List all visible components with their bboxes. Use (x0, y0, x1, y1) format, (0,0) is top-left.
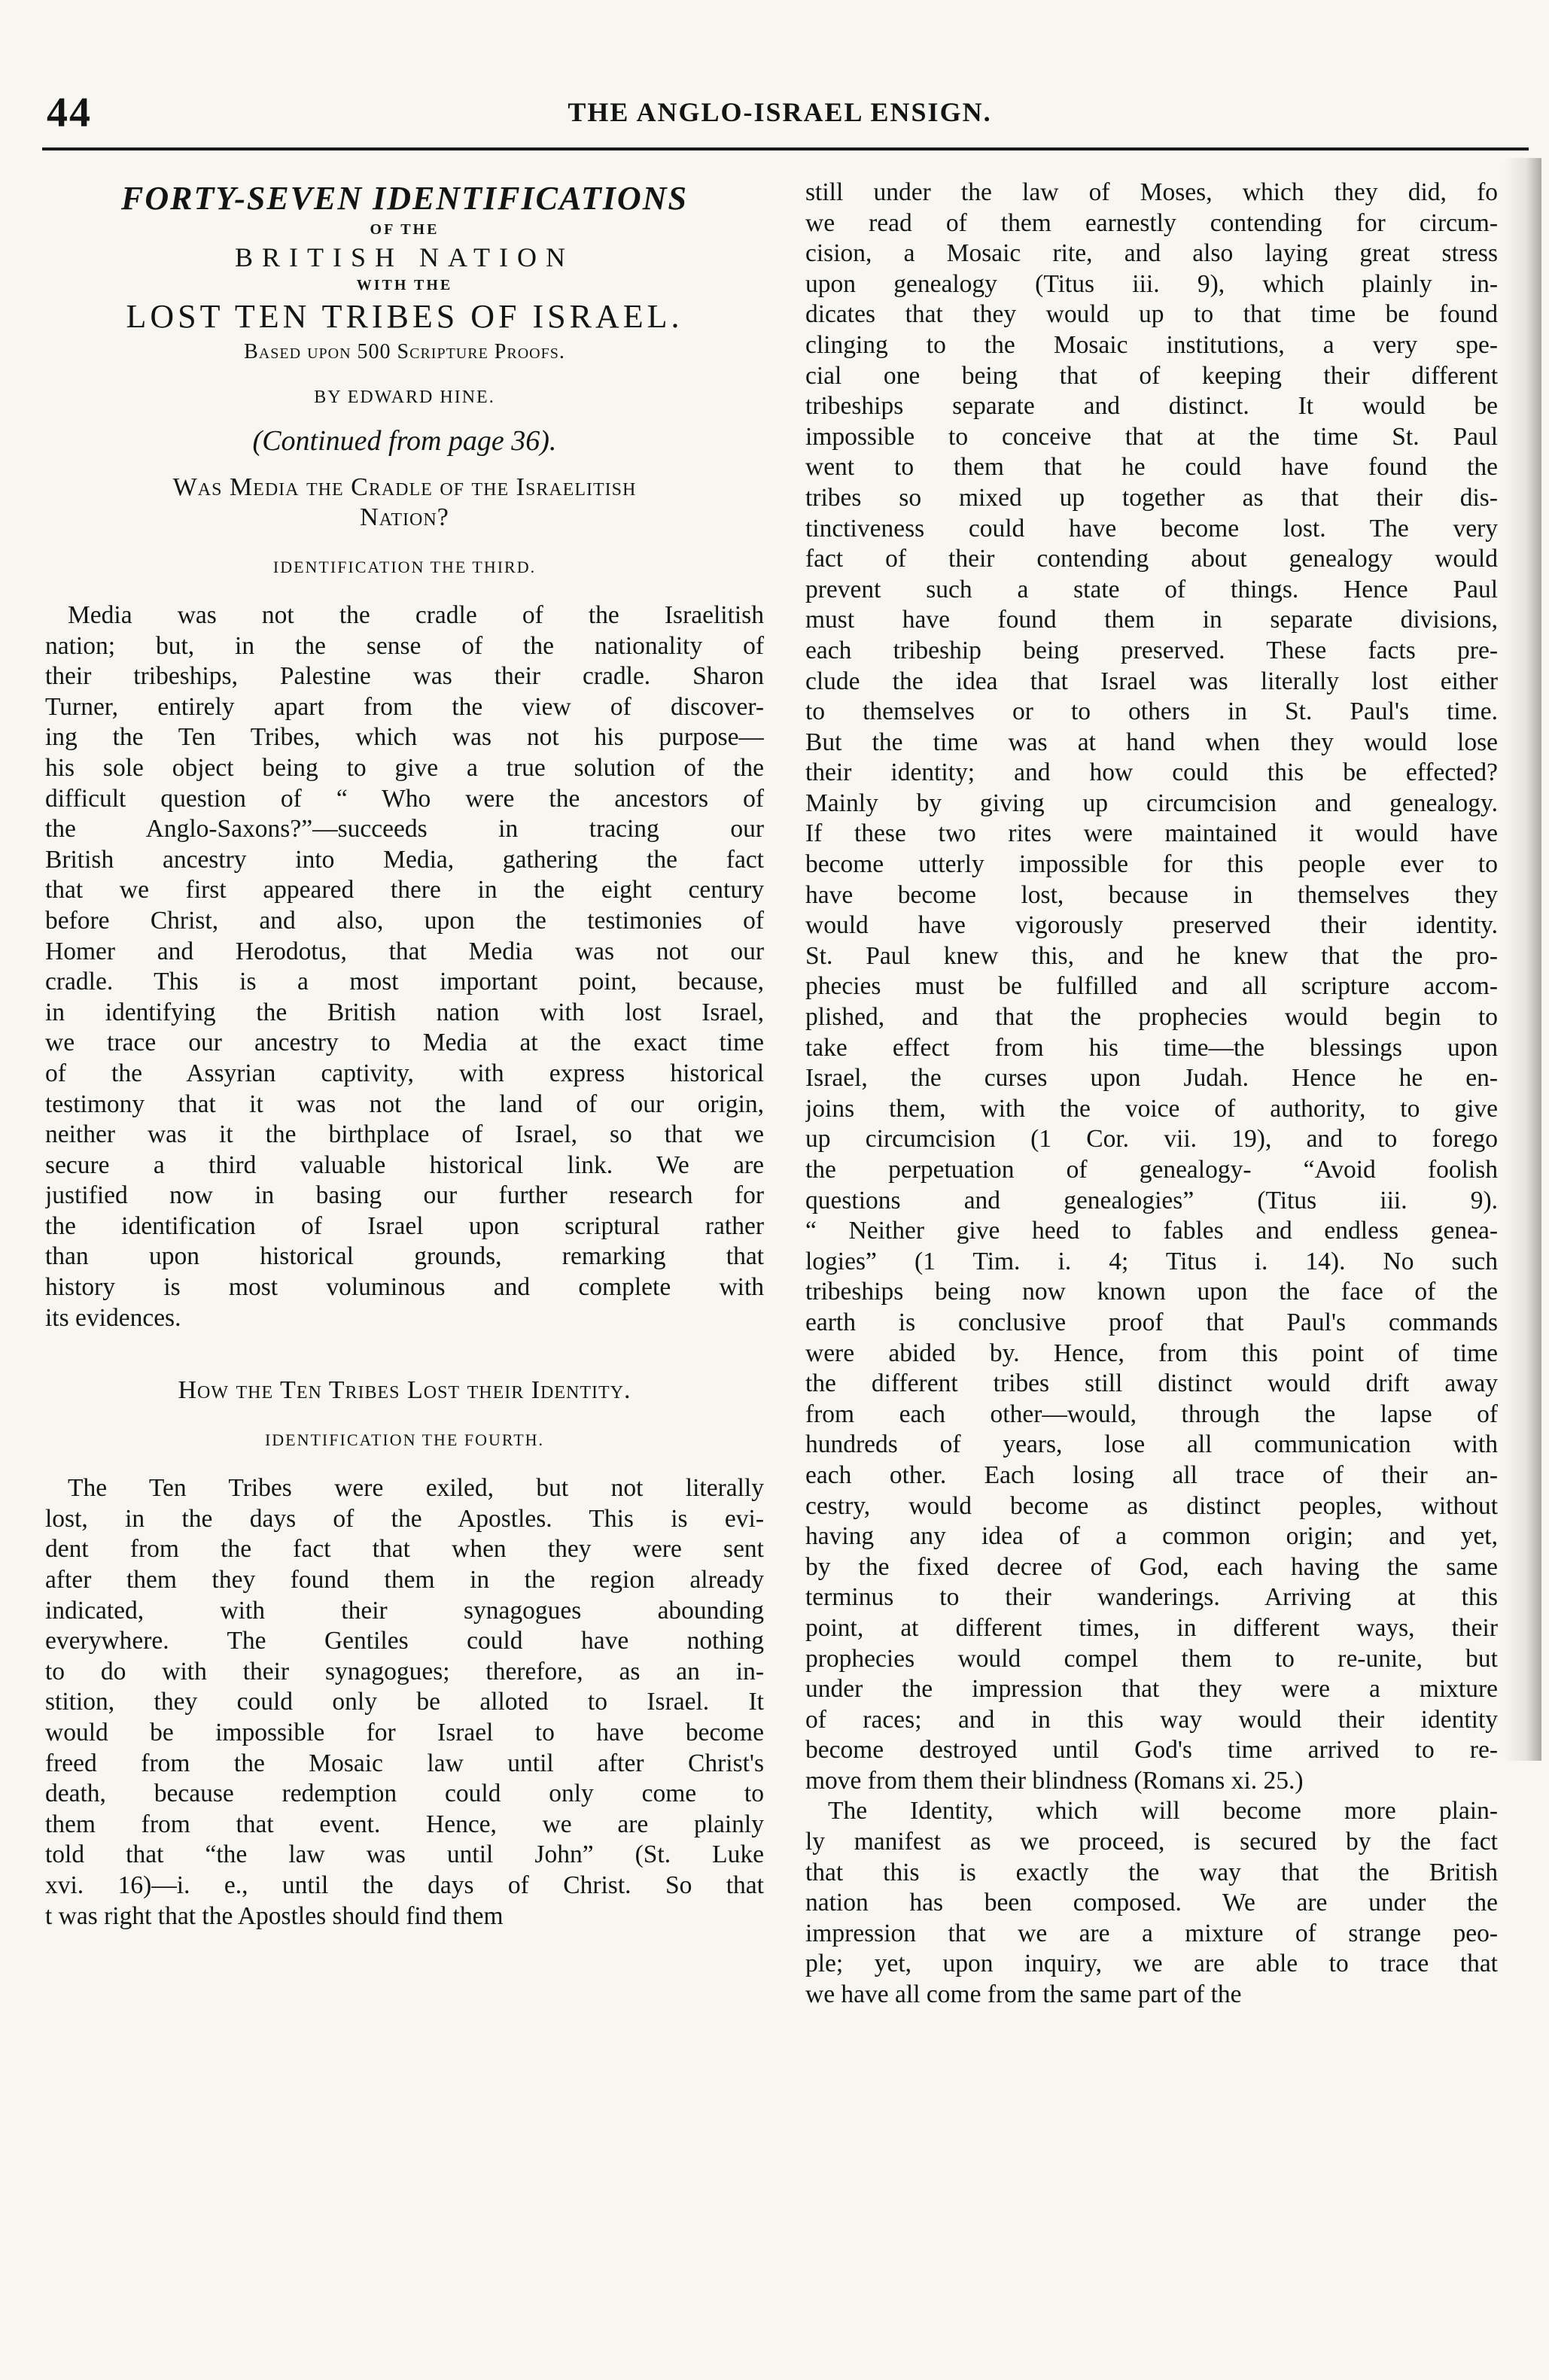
article-title: FORTY-SEVEN IDENTIFICATIONS (121, 180, 688, 217)
text-line: cestry, would become as distinct peoples, without (805, 1491, 1498, 1520)
text-line: move from them their blindness (Romans xi. 25.) (805, 1766, 1304, 1795)
text-line: them from that event. Hence, we are plainly (45, 1810, 764, 1838)
text-line: Mainly by giving up circumcision and genealogy. (805, 789, 1498, 817)
text-line: to do with their synagogues; therefore, as an in- (45, 1657, 764, 1685)
text-line: The Identity, which will become more plain- (828, 1797, 1498, 1825)
text-line: ple; yet, upon inquiry, we are able to trace that (805, 1950, 1498, 1978)
binding-edge (1504, 158, 1541, 1761)
text-line: the Anglo-Saxons?”—succeeds in tracing our (45, 815, 764, 843)
text-line: dicates that they would up to that time be found (805, 300, 1498, 329)
text-line: St. Paul knew this, and he knew that the pro- (805, 941, 1498, 970)
text-line: than upon historical grounds, remarking that (45, 1242, 764, 1271)
page-header (42, 89, 1517, 141)
text-line: prevent such a state of things. Hence Paul (805, 575, 1498, 603)
text-line: clude the idea that Israel was literally lost either (805, 667, 1498, 695)
text-line: dent from the fact that when they were sent (45, 1535, 764, 1564)
text-line: under the impression that they were a mixture (805, 1675, 1498, 1704)
text-line: testimony that it was not the land of our origin, (45, 1090, 764, 1118)
text-line: the different tribes still distinct would drift away (805, 1369, 1498, 1398)
text-line: But the time was at hand when they would lose (805, 728, 1498, 756)
text-line: went to them that he could have found the (805, 453, 1498, 482)
text-line: If these two rites were maintained it would have (805, 819, 1498, 848)
text-line: difficult question of “ Who were the ancestors of (45, 784, 764, 813)
text-line: we trace our ancestry to Media at the exact time (45, 1029, 764, 1057)
text-line: we have all come from the same part of the (805, 1980, 1242, 2009)
section-one-body (45, 600, 764, 1333)
text-line: their identity; and how could this be effected? (805, 758, 1498, 787)
text-line: justified now in basing our further research for (45, 1181, 764, 1210)
section-heading-identity: How the Ten Tribes Lost their Identity. (178, 1376, 631, 1405)
text-line: that we first appeared there in the eight century (45, 876, 764, 904)
right-column-paragraph-2 (805, 1796, 1498, 2010)
text-line: secure a third valuable historical link. We are (45, 1150, 764, 1179)
text-line: nation; but, in the sense of the nationality of (45, 631, 764, 660)
text-line: tribes so mixed up together as that their dis- (805, 483, 1498, 512)
text-line: of races; and in this way would their identity (805, 1705, 1498, 1734)
text-line: logies” (1 Tim. i. 4; Titus i. 14). No such (805, 1247, 1498, 1275)
text-line: joins them, with the voice of authority, to give (805, 1094, 1498, 1123)
title-with-the: WITH THE (356, 277, 453, 293)
text-line: lost, in the days of the Apostles. This is evi- (45, 1504, 764, 1533)
text-line: his sole object being to give a true solution of the (45, 753, 764, 782)
text-line: cradle. This is a most important point, because, (45, 968, 764, 996)
text-line: prophecies would compel them to re-unite, but (805, 1644, 1498, 1673)
text-line: fact of their contending about genealogy would (805, 545, 1498, 573)
text-line: clinging to the Mosaic institutions, a very spe- (805, 330, 1498, 359)
text-line: everywhere. The Gentiles could have nothing (45, 1627, 764, 1655)
text-line: t was right that the Apostles should find them (45, 1901, 504, 1930)
text-line: tinctiveness could have become lost. The very (805, 514, 1498, 543)
text-line: become utterly impossible for this people ever to (805, 850, 1498, 879)
right-column-paragraph-1 (805, 178, 1498, 1796)
section-two-body (45, 1473, 764, 1932)
text-line: their tribeships, Palestine was their cradle. Sharon (45, 662, 764, 691)
text-line: “ Neither give heed to fables and endless genea- (805, 1217, 1498, 1245)
article-author: BY EDWARD HINE. (314, 388, 495, 407)
text-line: having any idea of a common origin; and yet, (805, 1522, 1498, 1551)
text-line: of the Assyrian captivity, with express historical (45, 1059, 764, 1087)
title-based-on: Based upon 500 Scripture Proofs. (244, 340, 565, 363)
text-line: cial one being that of keeping their different (805, 361, 1498, 390)
text-line: phecies must be fulfilled and all scripture accom- (805, 972, 1498, 1001)
text-line: would be impossible for Israel to have become (45, 1719, 764, 1746)
text-line: that this is exactly the way that the British (805, 1858, 1498, 1886)
running-title: THE ANGLO-ISRAEL ENSIGN. (568, 97, 992, 127)
title-lost-tribes: LOST TEN TRIBES OF ISRAEL. (126, 298, 683, 335)
text-line: plished, and that the prophecies would begin to (805, 1003, 1498, 1032)
text-line: British ancestry into Media, gathering the fact (45, 845, 764, 874)
text-line: before Christ, and also, upon the testimonies of (45, 906, 764, 935)
text-line: death, because redemption could only come to (45, 1780, 764, 1808)
text-line: The Ten Tribes were exiled, but not literally (68, 1474, 764, 1503)
text-line: we read of them earnestly contending for circum- (805, 208, 1498, 237)
text-line: terminus to their wanderings. Arriving at this (805, 1583, 1498, 1612)
text-line: told that “the law was until John” (St. Luke (45, 1840, 764, 1869)
text-line: have become lost, because in themselves they (805, 880, 1498, 909)
text-line: Homer and Herodotus, that Media was not our (45, 937, 764, 965)
text-line: in identifying the British nation with lost Israel, (45, 998, 764, 1026)
text-line: up circumcision (1 Cor. vii. 19), and to forego (805, 1125, 1498, 1154)
text-line: ly manifest as we proceed, is secured by the fact (805, 1828, 1498, 1856)
text-line: its evidences. (45, 1303, 181, 1332)
text-line: Turner, entirely apart from the view of discover- (45, 692, 764, 721)
continued-note: (Continued from page 36). (252, 425, 557, 457)
text-line: history is most voluminous and complete with (45, 1273, 764, 1302)
text-line: were abided by. Hence, from this point of time (805, 1339, 1498, 1367)
text-line: ing the Ten Tribes, which was not his purpose— (45, 723, 764, 752)
text-line: each other. Each losing all trace of their an- (805, 1461, 1498, 1489)
section-heading-media: Was Media the Cradle of the Israelitish (172, 473, 637, 501)
text-line: to themselves or to others in St. Paul's time. (805, 698, 1498, 726)
text-line: impression that we are a mixture of strange peo- (805, 1919, 1498, 1947)
text-line: xvi. 16)—i. e., until the days of Christ. So that (45, 1871, 764, 1899)
text-line: from each other—would, through the lapse of (805, 1400, 1498, 1428)
text-line: freed from the Mosaic law until after Christ's (45, 1749, 764, 1777)
subheading-identification-fourth: IDENTIFICATION THE FOURTH. (264, 1430, 545, 1450)
left-column (45, 178, 764, 1932)
page-number: 44 (47, 90, 92, 136)
title-british-nation: BRITISH NATION (235, 242, 574, 272)
text-line: point, at different times, in different ways, their (805, 1613, 1498, 1642)
text-line: after them they found them in the region already (45, 1566, 764, 1594)
text-line: by the fixed decree of God, each having the same (805, 1552, 1498, 1581)
text-line: Israel, the curses upon Judah. Hence he en- (805, 1064, 1498, 1093)
text-line: tribeships being now known upon the face of the (805, 1278, 1498, 1306)
header-rule (42, 147, 1529, 150)
right-column (805, 178, 1498, 2011)
text-line: upon genealogy (Titus iii. 9), which plainly in- (805, 269, 1498, 298)
text-line: hundreds of years, lose all communication with (805, 1430, 1498, 1459)
text-line: Media was not the cradle of the Israelitish (68, 601, 764, 629)
text-line: cision, a Mosaic rite, and also laying great stress (805, 239, 1498, 268)
text-line: indicated, with their synagogues abounding (45, 1596, 764, 1625)
text-line: stition, they could only be alloted to Israel. It (45, 1688, 764, 1716)
text-line: nation has been composed. We are under the (805, 1889, 1498, 1917)
text-line: neither was it the birthplace of Israel, so that we (45, 1120, 764, 1149)
text-line: become destroyed until God's time arrived to re- (805, 1736, 1498, 1764)
text-line: take effect from his time—the blessings upon (805, 1033, 1498, 1062)
text-line: the perpetuation of genealogy- “Avoid foolish (805, 1156, 1498, 1184)
section-heading-media-cont: Nation? (360, 503, 449, 531)
text-line: questions and genealogies” (Titus iii. 9). (805, 1186, 1498, 1214)
text-line: still under the law of Moses, which they did, fo (805, 178, 1498, 206)
title-of-the: OF THE (370, 221, 440, 238)
subheading-identification-third: IDENTIFICATION THE THIRD. (272, 558, 537, 576)
text-line: impossible to conceive that at the time St. Paul (805, 422, 1498, 451)
text-line: would have vigorously preserved their identity. (805, 911, 1498, 940)
text-line: each tribeship being preserved. These facts pre- (805, 636, 1498, 664)
text-line: must have found them in separate divisions, (805, 606, 1498, 634)
text-line: earth is conclusive proof that Paul's commands (805, 1308, 1498, 1336)
text-line: the identification of Israel upon scriptural rather (45, 1211, 764, 1240)
text-line: tribeships separate and distinct. It would be (805, 392, 1498, 421)
